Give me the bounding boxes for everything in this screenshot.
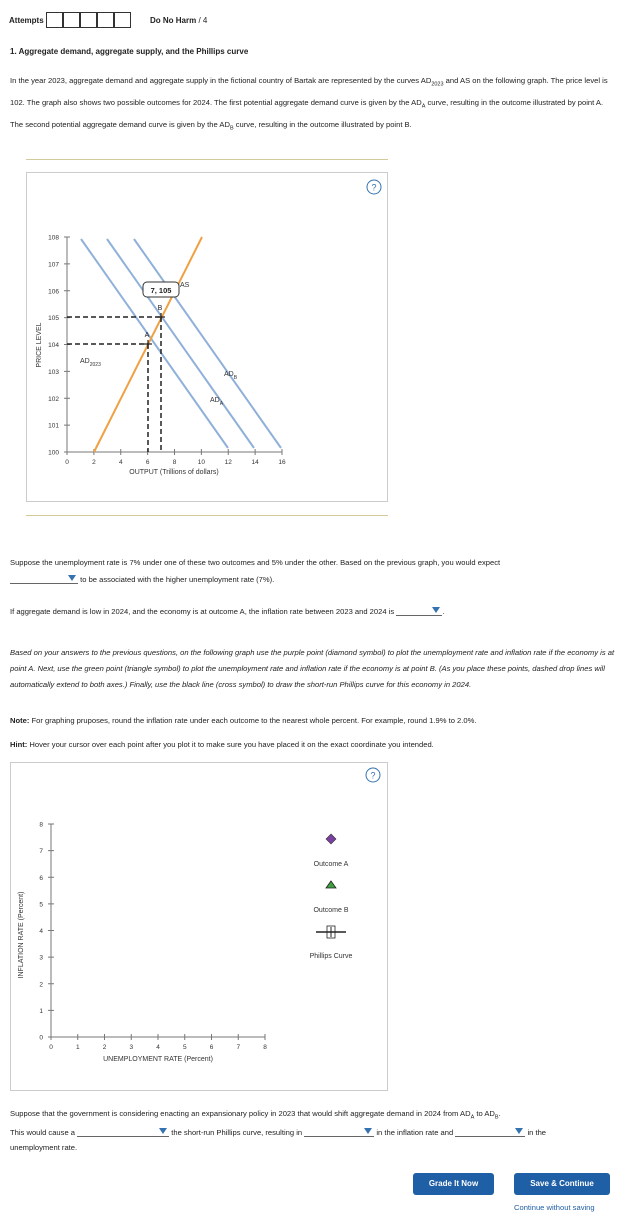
q4-inflation-dropdown[interactable] [304,1126,374,1137]
help-icon[interactable] [366,768,380,782]
x-tick-label: 8 [172,459,177,466]
ad-as-graph-panel[interactable] [26,172,388,502]
point-a[interactable] [144,340,152,348]
grade-it-now-button[interactable]: Grade It Now [413,1173,494,1195]
as-label: AS [180,282,190,289]
x-tick-label: 10 [197,459,205,466]
attempts-label: Attempts [9,16,44,25]
phillips-curve-label: Phillips Curve [309,953,353,960]
q2-text-line1: Suppose the unemployment rate is 7% under one of these two outcomes and 5% under the other. Based on the previous graph, you would expect [10,558,501,567]
outcome-a-label: Outcome A [313,861,349,868]
y-axis-label: PRICE LEVEL [36,322,43,368]
y-tick-label: 3 [39,954,43,962]
outcome-b-tool[interactable] [326,881,336,888]
q2-text-line2: to be associated with the higher unemployment rate (7%). [10,573,410,584]
cross-icon[interactable] [326,926,336,938]
score-denominator: / 4 [198,16,208,25]
continue-without-saving-link[interactable]: Continue without saving [514,1203,595,1212]
diamond-icon[interactable] [326,834,336,844]
chevron-down-icon [432,607,440,613]
q4-unemployment-dropdown[interactable] [455,1126,525,1137]
attempt-box [80,12,97,28]
y-tick-label: 105 [48,315,59,323]
x-axis-label: UNEMPLOYMENT RATE (Percent) [103,1056,213,1063]
y-tick-label: 107 [48,261,59,269]
y-tick-label: 103 [48,368,59,376]
x-tick-label: 2 [92,459,96,466]
point-a-label: A [144,332,150,339]
x-tick-label: 4 [118,459,123,466]
x-tick-label: 3 [129,1044,134,1051]
chevron-down-icon [159,1128,167,1134]
phillips-graph-panel[interactable] [10,762,388,1091]
x-tick-label: 0 [49,1044,53,1051]
q4-text-line1: Suppose that the government is considering enacting an expansionary policy in 2023 that would shift aggregate demand in 2024 from $AD_A$ to $AD_B$. [10,1109,501,1121]
svg-text:?: ? [371,182,377,193]
divider [26,515,388,516]
outcome-b-label: Outcome B [313,907,349,914]
y-axis-label: INFLATION RATE (Percent) [18,891,25,979]
y-tick-label: 8 [39,821,43,829]
phillips-curve-tool[interactable] [316,926,346,938]
y-tick-label: 6 [39,874,43,882]
y-tick-label: 2 [39,981,43,989]
y-tick-label: 106 [48,288,59,296]
ad-a-label: $AD_A$ [210,397,224,407]
y-tick-label: 104 [48,342,59,349]
ad-b-label: $AD_B$ [224,371,238,381]
attempt-box [63,12,80,28]
chevron-down-icon [68,575,76,581]
graph-instructions: Based on your answers to the previous questions, on the following graph use the purple point (diamond symbol) to plot the unemployment rate and inflation rate if the economy is at point A. Next, use the green point (triangle symbol) to plot the unemployment rate and inflation rate if the economy is at point B. (As you place these points, dashed drop lines will automatically extend to both axes.) Finally, use the black line (cross symbol) to draw the short-run Phillips curve for this economy in 2024. [10,648,615,689]
ad-2023-label: $AD_{2023}$ [80,358,101,368]
save-continue-button[interactable]: Save & Continue [514,1173,610,1195]
y-tick-label: 100 [48,449,59,457]
q3-dropdown[interactable] [396,605,442,616]
attempt-box [114,12,131,28]
q3-text: If aggregate demand is low in 2024, and the economy is at outcome A, the inflation rate between 2023 and 2024 is . [10,607,445,616]
attempt-box [97,12,114,28]
chevron-down-icon [515,1128,523,1134]
x-tick-label: 6 [209,1044,214,1051]
attempt-box [46,12,63,28]
q4-shift-dropdown[interactable] [77,1126,169,1137]
ad-a-curve [107,239,254,448]
y-tick-label: 7 [39,848,43,856]
x-tick-label: 0 [65,459,69,466]
y-tick-label: 101 [48,422,59,430]
x-tick-label: 14 [251,459,259,466]
y-tick-label: 1 [39,1007,43,1015]
q2-dropdown[interactable] [10,573,78,584]
question-intro: In the year 2023, aggregate demand and aggregate supply in the fictional country of Bartak are represented by the curves $AD_{2023}$ and AS on the following graph. The price level is 102. The graph also shows two possible outcomes for 2024. The first potential aggregate demand curve is given by the $AD_A$ curve, resulting in the outcome illustrated by point A. The second potential aggregate demand curve is given by the $AD_B$ curve, resulting in the outcome illustrated by point B. [10,76,608,132]
svg-text:?: ? [370,770,376,781]
x-tick-label: 8 [263,1044,267,1051]
y-tick-label: 5 [39,901,43,909]
x-axis-label: OUTPUT (Trillions of dollars) [129,469,219,476]
x-tick-label: 7 [236,1044,241,1051]
phillips-graph[interactable] [11,763,389,1092]
x-tick-label: 4 [156,1044,160,1051]
help-icon[interactable] [367,180,381,194]
point-b-label: B [157,305,163,312]
x-tick-label: 1 [75,1044,80,1051]
x-tick-label: 5 [182,1044,187,1051]
note: Note: For graphing pruposes, round the inflation rate under each outcome to the nearest whole percent. For example, round 1.9% to 2.0%. [10,716,477,725]
divider [26,159,388,160]
ad-b-curve [134,239,281,448]
q4-text-line2: This would cause a the short-run Phillips curve, resulting in in the inflation rate and in the [10,1128,547,1137]
ad-as-graph[interactable] [27,173,389,503]
y-tick-label: 4 [39,928,43,935]
y-tick-label: 102 [48,395,59,403]
question-title: 1. Aggregate demand, aggregate supply, and the Phillips curve [10,47,249,56]
x-tick-label: 12 [224,459,232,466]
y-tick-label: 108 [48,234,59,242]
score [150,16,207,25]
svg-text:7, 105: 7, 105 [150,286,172,295]
coordinate-tooltip [143,282,179,297]
q4-text-line3: unemployment rate. [10,1143,78,1152]
outcome-a-tool[interactable] [326,834,336,844]
score-prefix: Do No Harm [150,16,197,25]
y-tick-label: 0 [39,1034,43,1042]
chevron-down-icon [364,1128,372,1134]
x-tick-label: 2 [102,1044,107,1051]
triangle-icon[interactable] [326,881,336,888]
x-tick-label: 6 [145,459,150,466]
x-tick-label: 16 [278,459,286,466]
hint: Hint: Hover your cursor over each point after you plot it to make sure you have placed it on the exact coordinate you intended. [10,740,434,749]
